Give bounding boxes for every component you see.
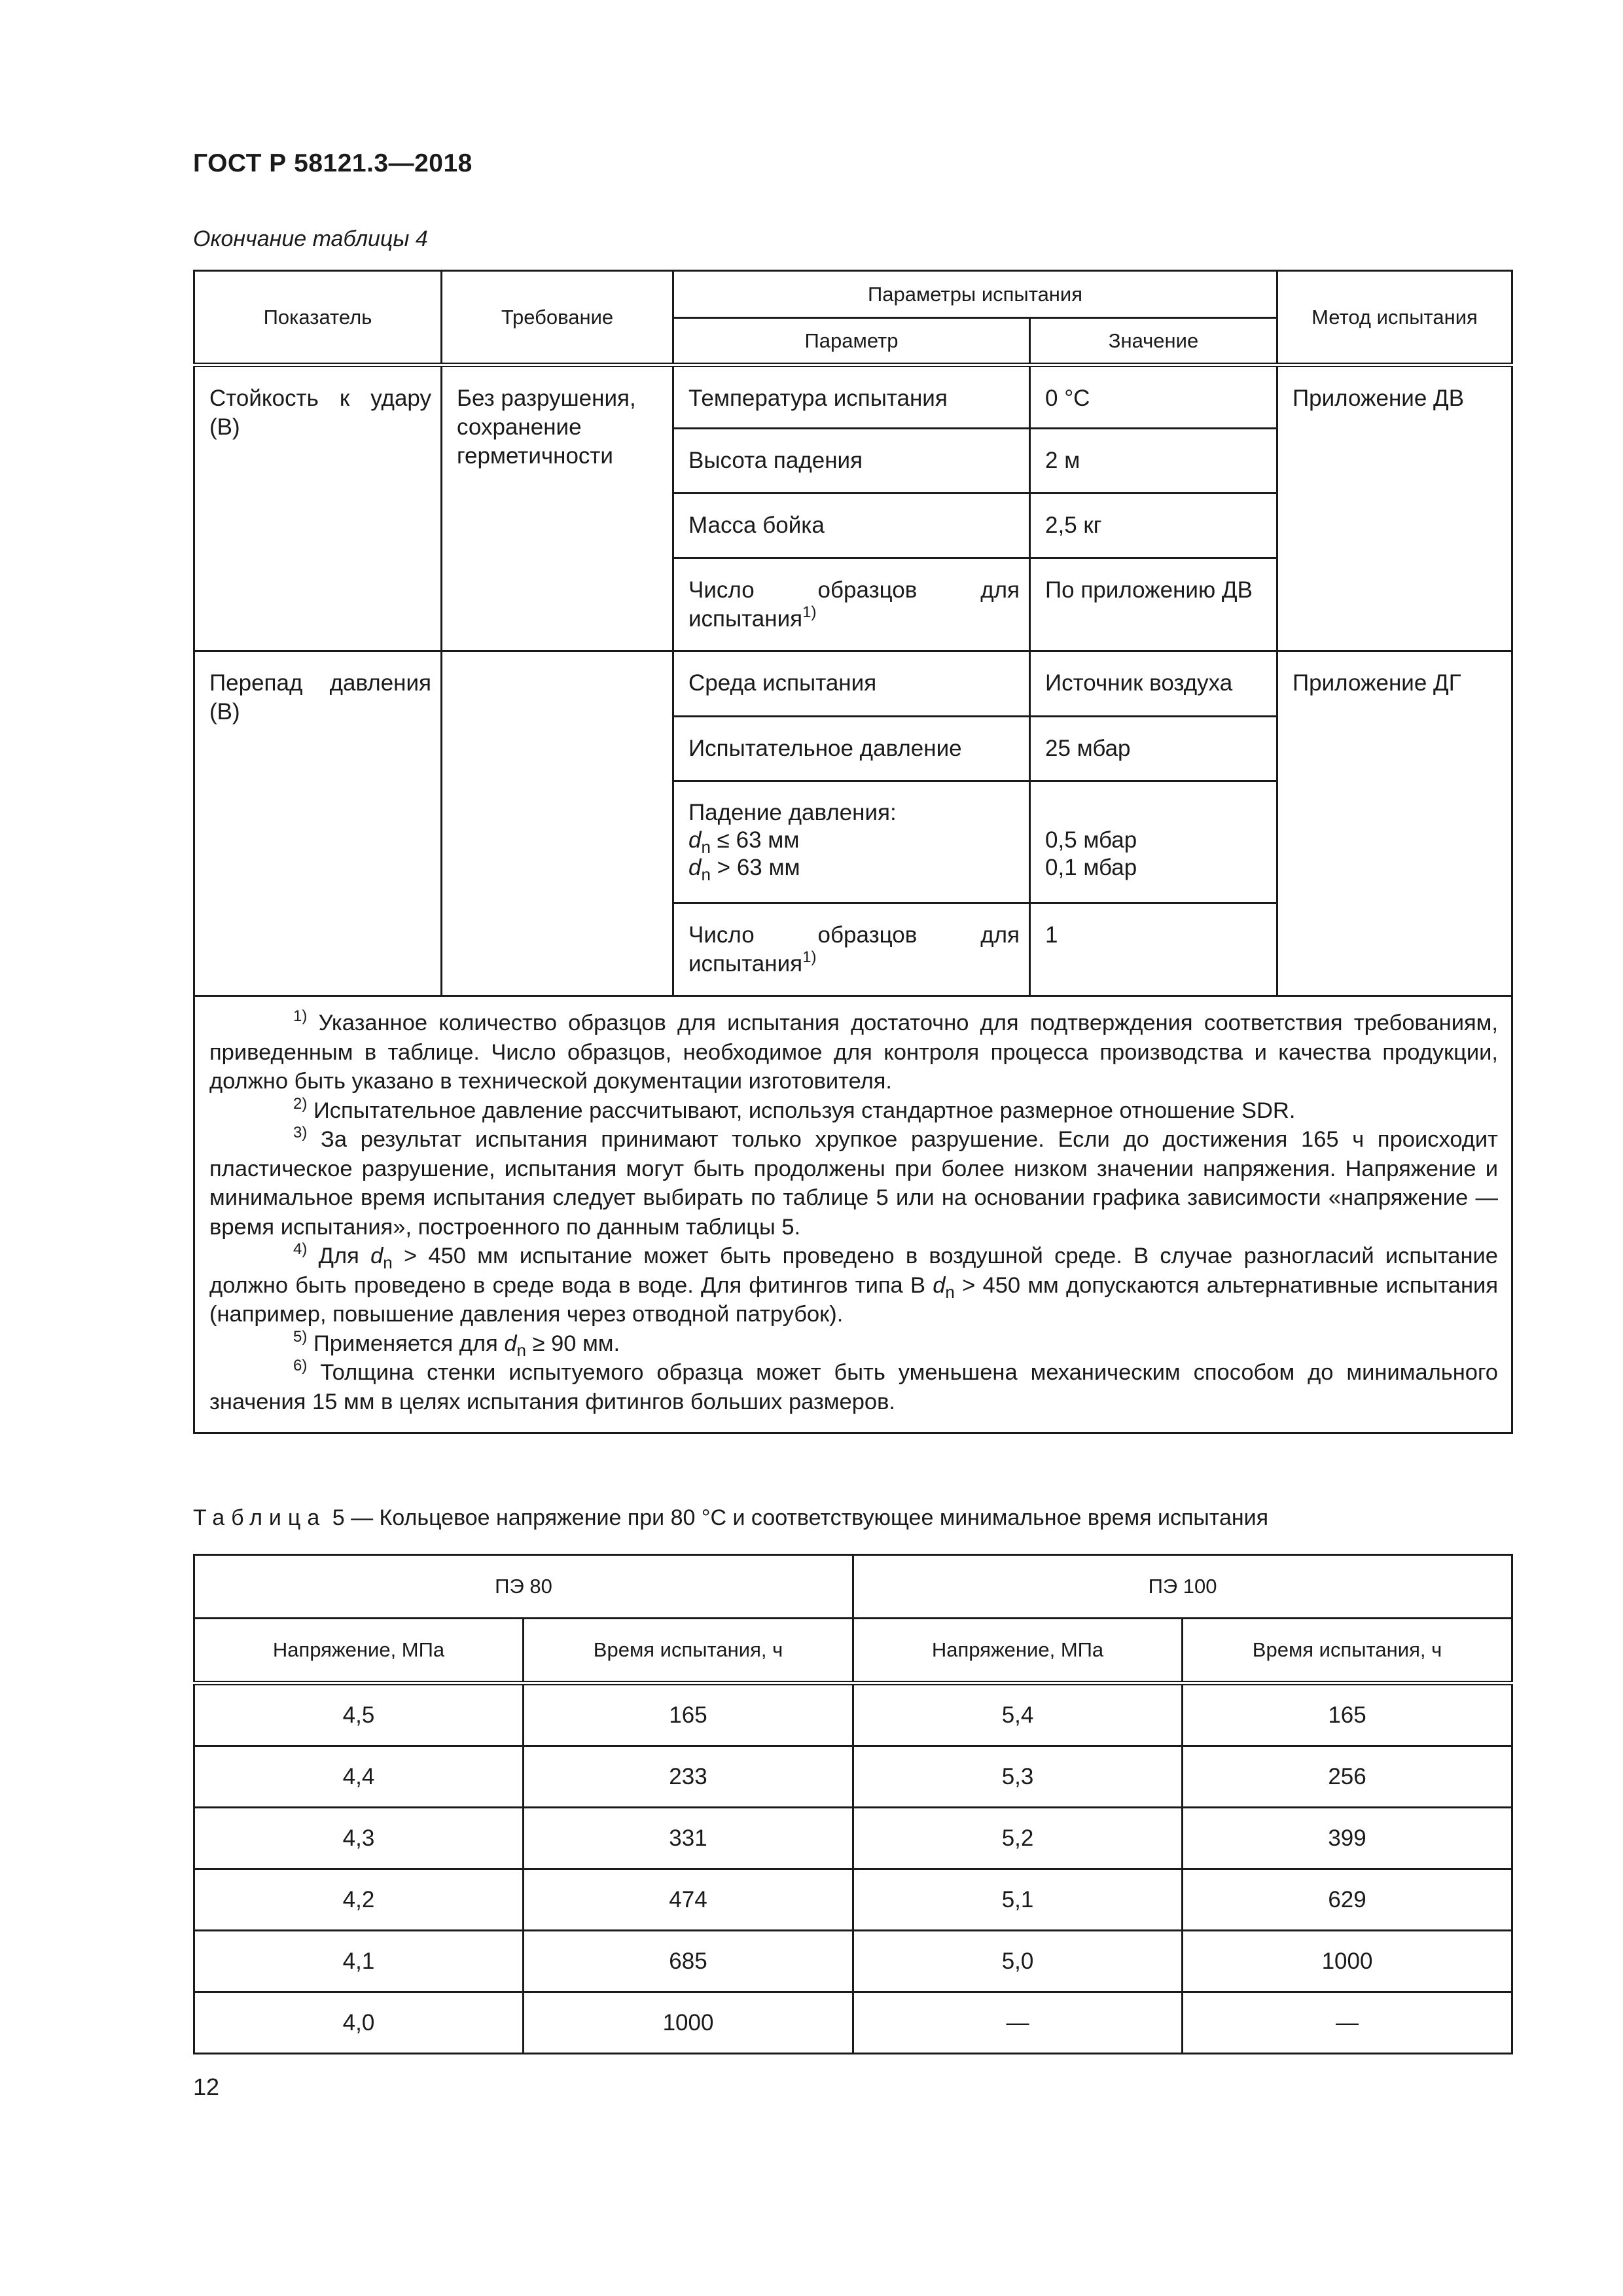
table-cell: 233 [524,1746,853,1808]
header-pe100: ПЭ 100 [853,1555,1512,1619]
note-4-part-c: > 450 мм допускаются альтернативные испытания (например, повышение давления через отводной патрубок). [209,1272,1498,1327]
table-row [194,1808,1512,1869]
pressure-drop-cond-2 [688,854,1020,882]
pressure-value-samples: 1 [1030,903,1277,996]
header-requirement: Требование [442,271,673,365]
dn-subscript: n [516,1340,526,1360]
table5-caption [193,1505,1268,1531]
header-method: Метод испытания [1277,271,1512,365]
note-6-mark: 6) [293,1357,308,1374]
table-cell: 5,2 [853,1808,1183,1869]
table-cell: 5,1 [853,1869,1183,1931]
note-3 [209,1125,1498,1242]
pressure-drop-cond-1 [688,827,1020,857]
impact-value-mass: 2,5 кг [1030,493,1277,558]
pressure-value-medium: Источник воздуха [1030,651,1277,717]
header-value: Значение [1030,318,1277,365]
dn-symbol: d [688,855,702,880]
footnote-mark: 1) [802,948,817,966]
table-cell: 629 [1183,1869,1512,1931]
table-cell: 4,0 [194,1992,524,2054]
pressure-param-drop [673,781,1030,903]
impact-samples-text: Число образцов для испытания [688,577,1020,632]
note-5-part-b: ≥ 90 мм. [532,1331,620,1356]
table-cell: 4,3 [194,1808,524,1869]
impact-param-mass: Масса бойка [673,493,1030,558]
pressure-param-test-pressure: Испытательное давление [673,717,1030,781]
header-pe100-time: Время испытания, ч [1183,1619,1512,1683]
pressure-drop-label: Падение давления: [688,800,897,825]
table-cell: 5,3 [853,1746,1183,1808]
table-5 [193,1554,1513,2054]
note-1-text: Указанное количество образцов для испытания достаточно для подтверждения соответствия требованиям, приведенным в таблице. Число образцов, необходимое для контроля процесса производства и качества продукции, должно быть указано в технической документации изготовителя. [209,1011,1498,1094]
pressure-param-medium: Среда испытания [673,651,1030,717]
pressure-drop-value-blank [1045,799,1267,827]
pressure-drop-val-1: 0,5 мбар [1045,827,1137,853]
table-cell: 256 [1183,1746,1512,1808]
table4-continuation-caption: Окончание таблицы 4 [193,226,428,251]
cond-1-text: ≤ 63 мм [717,827,800,853]
table-cell: 1000 [524,1992,853,2054]
impact-value-temperature: 0 °C [1030,365,1277,429]
impact-param-samples [673,558,1030,651]
footnote-mark: 1) [802,603,817,621]
header-indicator: Показатель [194,271,442,365]
dn-subscript: n [701,865,711,884]
dn-symbol: d [688,827,702,853]
header-param: Параметр [673,318,1030,365]
header-pe80-time: Время испытания, ч [524,1619,853,1683]
table-row [194,1746,1512,1808]
impact-param-height: Высота падения [673,429,1030,493]
note-2-text: Испытательное давление рассчитывают, используя стандартное размерное отношение SDR. [313,1098,1296,1123]
table-cell: 4,5 [194,1683,524,1746]
table-row [194,1931,1512,1992]
table-cell: 474 [524,1869,853,1931]
table-cell: 4,1 [194,1931,524,1992]
note-4 [209,1242,1498,1329]
dn-subscript: n [383,1253,393,1272]
page-number: 12 [193,2073,220,2100]
table-cell: — [1183,1992,1512,2054]
cond-2-text: > 63 мм [717,855,800,880]
note-5 [209,1329,1498,1359]
impact-requirement: Без разрушения, сохранение герметичности [442,365,673,651]
table-cell: 5,0 [853,1931,1183,1992]
impact-method: Приложение ДВ [1277,365,1512,651]
impact-value-samples: По приложению ДВ [1030,558,1277,651]
table-cell: 165 [1183,1683,1512,1746]
dn-subscript: n [701,837,711,857]
impact-indicator: Стойкость к удару (В) [194,365,442,651]
impact-value-height: 2 м [1030,429,1277,493]
pressure-drop-val-2: 0,1 мбар [1045,855,1137,880]
note-3-text: За результат испытания принимают только хрупкое разрушение. Если до достижения 165 ч происходит пластическое разрушение, испытания могут быть продолжены при более низком значении напряжения. Напряжение и минимальное время испытания следует выбирать по таблице 5 или на основании графика зависимости «напряжение — время испытания», построенного по данным таблицы 5. [209,1127,1498,1240]
pressure-method: Приложение ДГ [1277,651,1512,996]
table-row [194,1992,1512,2054]
note-1-mark: 1) [293,1007,308,1025]
document-title: ГОСТ Р 58121.3—2018 [193,149,473,177]
note-4-part-b: > 450 мм испытание может быть проведено в воздушной среде. В случае разногласий испытание должно быть проведено в среде вода в воде. Для фитингов типа В [209,1244,1498,1298]
table-cell: 4,4 [194,1746,524,1808]
note-2 [209,1096,1498,1126]
note-4-mark: 4) [293,1240,308,1258]
pressure-param-samples [673,903,1030,996]
header-test-params: Параметры испытания [673,271,1277,318]
note-4-part-a: Для [318,1244,359,1268]
table4-notes [194,996,1512,1433]
pressure-value-test-pressure: 25 мбар [1030,717,1277,781]
dn-symbol: d [933,1272,946,1298]
table5-caption-prefix: Таблица [193,1505,327,1530]
note-3-mark: 3) [293,1124,308,1141]
table-cell: 5,4 [853,1683,1183,1746]
table-row [194,1683,1512,1746]
dn-symbol: d [370,1244,383,1268]
table-cell: — [853,1992,1183,2054]
note-5-mark: 5) [293,1327,308,1346]
impact-param-temperature: Температура испытания [673,365,1030,429]
table-cell: 1000 [1183,1931,1512,1992]
table-cell: 331 [524,1808,853,1869]
table-cell: 4,2 [194,1869,524,1931]
note-2-mark: 2) [293,1094,308,1113]
table-cell: 165 [524,1683,853,1746]
pressure-value-drop [1030,781,1277,903]
header-pe80: ПЭ 80 [194,1555,853,1619]
note-5-part-a: Применяется для [313,1331,498,1356]
table-cell: 399 [1183,1808,1512,1869]
table-4 [193,270,1513,1434]
table-row [194,1869,1512,1931]
note-6-text: Толщина стенки испытуемого образца может быть уменьшена механическим способом до минимального значения 15 мм в целях испытания фитингов больших размеров. [209,1360,1498,1414]
note-1 [209,1009,1498,1096]
pressure-samples-text: Число образцов для испытания [688,922,1020,977]
pressure-indicator: Перепад давления (В) [194,651,442,996]
table5-caption-text: 5 — Кольцевое напряжение при 80 °C и соответствующее минимальное время испытания [326,1505,1269,1530]
pressure-requirement-empty [442,651,673,996]
note-6 [209,1358,1498,1416]
dn-symbol: d [504,1331,517,1356]
table-cell: 685 [524,1931,853,1992]
dn-subscript: n [945,1282,955,1302]
header-pe100-stress: Напряжение, МПа [853,1619,1183,1683]
header-pe80-stress: Напряжение, МПа [194,1619,524,1683]
